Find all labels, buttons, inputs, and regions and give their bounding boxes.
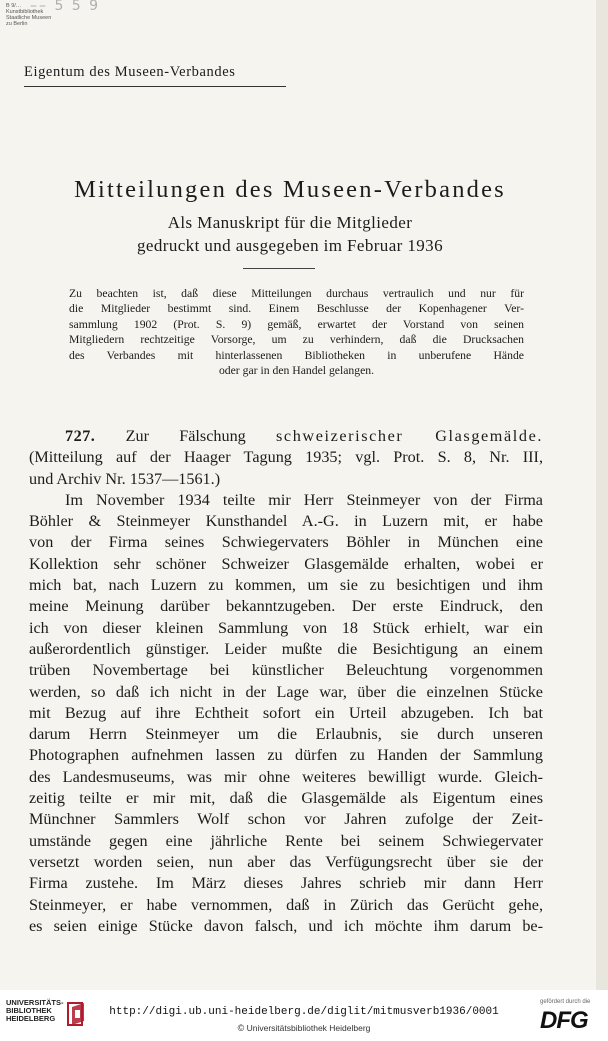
confidentiality-notice — [69, 286, 524, 378]
article-heading-spaced: schweizerischer Glasgemälde. — [276, 427, 543, 445]
footer-bar — [0, 990, 608, 1041]
scan-edge — [596, 0, 608, 990]
owner-note: Eigentum des Museen-Verbandes — [24, 64, 236, 80]
dfg-logo[interactable]: DFG — [540, 1007, 588, 1034]
body-line: darum Herrn Steinmeyer um die Erlaubnis, sie durch unseren — [29, 725, 543, 744]
notice-line: Zu beachten ist, daß diese Mitteilungen durchaus vertraulich und nur für — [69, 287, 524, 300]
body-line: mit Bezug auf ihre Echtheit sofort ein Urteil abzugeben. Ich bat — [29, 703, 543, 722]
body-line: Photographen aufnehmen lassen zu dürfen zu Handen der Sammlung — [29, 746, 543, 765]
library-stamp: B 9/… Kunstbibliothek Staatliche Museen zu Berlin — [6, 3, 52, 27]
body-line: (Mitteilung auf der Haager Tagung 1935; vgl. Prot. S. 8, Nr. III, — [29, 448, 543, 467]
body-line: mich bat, nach Luzern zu kommen, um sie zu besichtigen und ihm — [29, 576, 543, 595]
body-line: von der Firma seines Schwiegervaters Böhler in München eine — [29, 533, 543, 552]
body-line: trüben Novembertage bei künstlicher Beleuchtung vorgenommen — [29, 661, 543, 680]
subtitle-line-2: gedruckt und ausgegeben im Februar 1936 — [137, 236, 443, 255]
permalink-url[interactable]: http://digi.ub.uni-heidelberg.de/diglit/mitmusverb1936/0001 — [109, 1006, 499, 1018]
body-line: Münchner Sammlers Wolf schon vor Jahren zufolge der Zeit- — [29, 810, 543, 829]
body-line: des Landesmuseums, was mir ohne weiteres bewilligt wurde. Gleich- — [29, 767, 543, 786]
notice-line: die Mitglieder bestimmt sind. Einem Beschlusse der Kopenhagener Ver- — [69, 302, 524, 316]
body-line: Kollektion sehr schöner Schweizer Glasgemälde erhalten, wobei er — [29, 554, 543, 573]
notice-line: sammlung 1902 (Prot. S. 9) gemäß, erwartet der Vorstand von seinen — [69, 317, 524, 331]
article-body — [29, 426, 543, 937]
body-line: und Archiv Nr. 1537—1561.) — [29, 469, 221, 488]
body-line: versetzt worden seien, nun aber das Verfügungsrecht über sie der — [29, 852, 543, 871]
copyright-icon: © — [237, 1023, 245, 1033]
body-line: werden, so daß ich nicht in der Lage war, über die einzelnen Stücke — [29, 682, 543, 701]
notice-line: des Verbandes mit hinterlassenen Bibliotheken in unberufene Hände — [69, 348, 524, 362]
divider — [243, 268, 315, 269]
notice-line: Mitgliedern rechtzeitige Vorsorge, um zu verhindern, daß die Drucksachen — [69, 333, 524, 347]
library-name: UNIVERSITÄTS- BIBLIOTHEK HEIDELBERG — [6, 998, 64, 1023]
owner-underline — [24, 86, 286, 87]
body-line: Firma zustehe. Im März dieses Jahres schrieb mir dann Herr — [29, 874, 543, 893]
body-line: zeitig teilte er mir mit, daß die Glasgemälde als Eigentum eines — [29, 789, 543, 808]
body-line: Im November 1934 teilte mir Herr Steinmeyer von der Firma — [65, 490, 543, 509]
body-line: ich von dieser kleinen Sammlung von 18 Stück erhielt, war ein — [29, 618, 543, 637]
body-line: umstände gegen eine jährliche Rente bei seinem Schwiegervater — [29, 831, 543, 850]
notice-line: oder gar in den Handel gelangen. — [218, 363, 375, 377]
body-line: Steinmeyer, er habe vernommen, daß in Zürich das Gerücht gehe, — [29, 895, 543, 914]
copyright-line — [0, 1023, 608, 1033]
funding-note: gefördert durch die — [540, 999, 591, 1005]
subtitle-line-1: Als Manuskript für die Mitglieder — [167, 213, 413, 232]
body-line: meine Meinung darüber bekanntzugeben. Der erste Eindruck, den — [29, 597, 543, 616]
body-line: außerordentlich günstiger. Leider mußte die Besichtigung an einem — [29, 639, 543, 658]
body-line: es seien einige Stücke davon falsch, und ich möchte ihm darum be- — [29, 916, 543, 935]
pencil-mark: –– 5 5 9 — [30, 0, 101, 14]
body-line: Böhler & Steinmeyer Kunsthandel A.-G. in Luzern mit, er habe — [29, 512, 543, 531]
article-number: 727. — [65, 427, 96, 445]
article-heading-text: Zur Fälschung — [125, 427, 277, 445]
article-heading — [29, 426, 543, 447]
copyright-text: Universitätsbibliothek Heidelberg — [246, 1023, 371, 1033]
page-title: Mitteilungen des Museen-Verbandes — [74, 176, 506, 203]
